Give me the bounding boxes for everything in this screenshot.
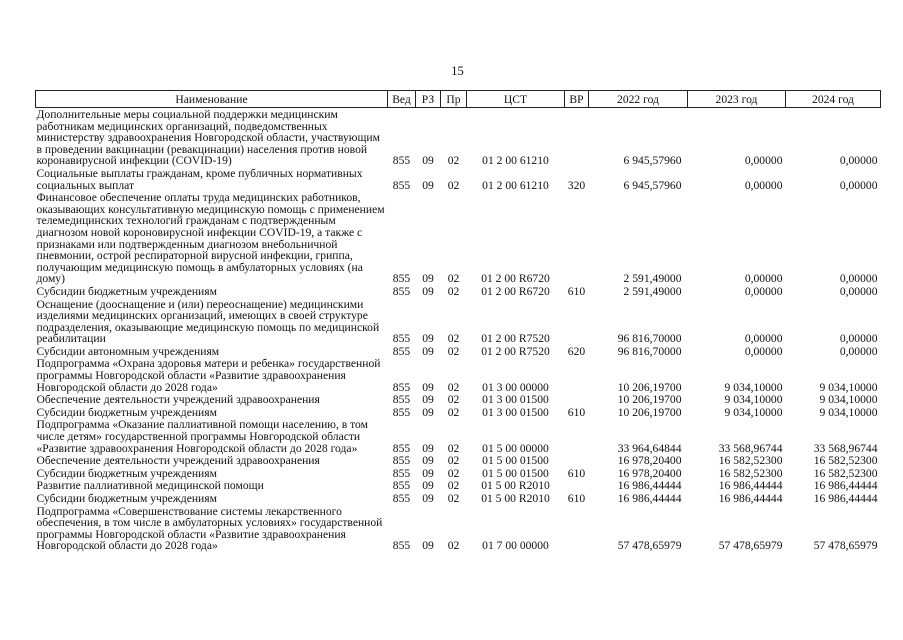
table-cell-rz: 09 [422,539,434,553]
table-cell-2023: 0,00000 [744,284,783,298]
table-cell-pr: 02 [447,441,460,455]
table-cell-cst: 01 2 00 61210 [482,178,549,192]
table-cell-cst: 01 5 00 R2010 [481,479,550,493]
table-row [36,454,881,467]
table-cell-vr [565,357,589,393]
table-row [36,492,881,505]
table-cell-rz: 09 [422,284,434,298]
table-cell-pr: 02 [447,272,460,286]
table-cell-rz: 09 [422,272,434,286]
table-cell-2023: 9 034,10000 [724,393,783,407]
table-cell-name: Подпрограмма «Оказание паллиативной помощи населению, в том числе детям» государственной программы Новгородской области «Развитие здравоохранения Новгородской области до 2028 года» [36,418,368,455]
table-cell-ved: 855 [392,441,411,455]
table-cell-name: Развитие паллиативной медицинской помощи [36,479,264,493]
table-cell-vr [565,479,589,492]
table-cell-name: Обеспечение деятельности учреждений здравоохранения [36,393,320,407]
header-pr: Пр [441,91,467,108]
header-2023: 2023 год [688,91,786,108]
table-cell-cst: 01 3 00 00000 [482,380,549,394]
table-cell-2024: 16 582,52300 [813,466,878,480]
table-cell-ved: 855 [392,393,411,407]
page-number: 15 [451,64,464,78]
table-cell-ved: 855 [392,380,411,394]
header-2022: 2022 год [589,91,688,108]
table-cell-pr: 02 [447,492,460,505]
table-cell-name: Подпрограмма «Совершенствование системы лекарственного обеспечения, в том числе в амбулаторных условиях» государственной программы Новгородской области «Развитие здравоохранения Новгородской области до 2028 года» [36,504,383,553]
table-cell-cst: 01 3 00 01500 [482,393,549,407]
table-cell-cst: 01 5 00 R2010 [481,492,550,505]
table-cell-rz: 09 [422,178,434,192]
table-cell-2022: 96 816,70000 [617,344,682,358]
table-cell-vr: 320 [567,178,586,192]
table-cell-ved: 855 [392,344,411,358]
table-cell-2022: 10 206,19700 [617,393,682,407]
table-cell-2022: 2 591,49000 [623,284,682,298]
table-row [36,479,881,492]
table-cell-2022: 33 964,64844 [617,441,682,455]
table-cell-rz: 09 [422,332,434,346]
table-cell-2024: 0,00000 [839,154,878,168]
table-cell-pr: 02 [447,479,460,493]
header-2024: 2024 год [786,91,881,108]
table-cell-2022: 6 945,57960 [623,178,682,192]
table-cell-2022: 16 978,20400 [617,454,682,468]
table-cell-name: Субсидии бюджетным учреждениям [36,405,217,419]
table-cell-2024: 0,00000 [839,284,878,298]
table-cell-2023: 33 568,96744 [718,441,783,455]
table-cell-2023: 16 582,52300 [718,466,783,480]
table-cell-cst: 01 2 00 R6720 [481,284,550,298]
header-vr: ВР [565,91,589,108]
table-cell-vr: 610 [567,466,586,480]
table-cell-vr: 610 [567,405,586,419]
table-cell-2023: 16 986,44444 [718,479,783,493]
table-cell-vr: 610 [567,492,586,505]
table-cell-pr: 02 [447,466,460,480]
header-ved: Вед [388,91,416,108]
table-cell-2022: 16 986,44444 [617,492,682,505]
table-cell-2023: 0,00000 [744,272,783,286]
table-cell-ved: 855 [392,178,411,192]
table-row [36,467,881,480]
table-cell-ved: 855 [392,284,411,298]
table-header-row [36,91,881,108]
table-body [36,108,881,552]
table-row [36,345,881,358]
table-cell-rz: 09 [422,441,434,455]
table-cell-name: Финансовое обеспечение оплаты труда медицинских работников, оказывающих консультативную медицинскую помощь с применением телемедицинских технологий гражданам с подтвержденным диагнозом новой короновирусной инфекции COVID-19, а также с признаками или подтвержденным диагнозом внебольничной пневмонии, острой респираторной вирусной инфекции, гриппа, получающим медицинскую помощь в амбулаторных условиях (на дому) [36,191,385,286]
table-row [36,167,881,191]
table-cell-name: Субсидии бюджетным учреждениям [36,492,217,505]
table-cell-2022: 57 478,65979 [617,539,682,553]
table-cell-name: Дополнительные меры социальной поддержки медицинским работникам медицинских организаций, подведомственных министерству здравоохранения Новгородской области, участвующим в проведении вакцинации (ревакцинации) населения против новой коронавирусной инфекции (COVID-19) [36,108,380,168]
budget-table [35,90,881,552]
table-cell-2024: 0,00000 [839,178,878,192]
table-cell-2022: 16 986,44444 [617,479,682,493]
table-cell-vr [565,191,589,285]
table-cell-2024: 33 568,96744 [813,441,878,455]
table-cell-2023: 0,00000 [744,154,783,168]
table-cell-pr: 02 [447,380,460,394]
table-cell-2024: 9 034,10000 [819,393,878,407]
table-cell-ved: 855 [392,405,411,419]
table-cell-cst: 01 7 00 00000 [482,539,549,553]
table-cell-2024: 0,00000 [839,332,878,346]
table-cell-ved: 855 [392,154,411,168]
table-cell-vr [565,505,589,552]
table-cell-vr [565,393,589,406]
table-cell-2023: 16 582,52300 [718,454,783,468]
table-row [36,357,881,393]
table-cell-pr: 02 [447,393,460,407]
table-cell-vr [565,108,589,167]
table-cell-2022: 10 206,19700 [617,405,682,419]
table-cell-cst: 01 2 00 R6720 [481,272,550,286]
table-row [36,298,881,345]
table-row [36,406,881,419]
table-cell-vr: 610 [567,284,586,298]
table-cell-name: Оснащение (дооснащение и (или) переоснащение) медицинскими изделиями медицинских организаций, имеющих в своей структуре подразделения, оказывающие медицинскую помощь по медицинской реабилитации [36,297,380,346]
table-cell-2024: 16 986,44444 [813,479,878,493]
header-cst: ЦСТ [467,91,565,108]
table-cell-2023: 0,00000 [744,178,783,192]
table-cell-pr: 02 [447,154,460,168]
table-cell-name: Подпрограмма «Охрана здоровья матери и ребенка» государственной программы Новгородской области «Развитие здравоохранения Новгородской области до 2028 года» [36,357,381,394]
table-cell-cst: 01 3 00 01500 [482,405,549,419]
table-cell-cst: 01 2 00 R7520 [481,344,550,358]
table-cell-ved: 855 [392,272,411,286]
table-cell-2024: 9 034,10000 [819,405,878,419]
table-cell-vr: 620 [567,344,586,358]
table-cell-pr: 02 [447,178,460,192]
table-cell-rz: 09 [422,154,434,168]
table-cell-pr: 02 [447,405,460,419]
table-cell-2023: 0,00000 [744,344,783,358]
table-cell-2023: 9 034,10000 [724,380,783,394]
table-cell-vr [565,454,589,467]
table-cell-cst: 01 5 00 00000 [482,441,549,455]
table-cell-pr: 02 [447,454,460,468]
table-cell-rz: 09 [422,393,434,407]
table-cell-ved: 855 [392,492,411,505]
header-rz: РЗ [416,91,441,108]
table-cell-2022: 10 206,19700 [617,380,682,394]
table-row [36,285,881,298]
table-cell-2024: 0,00000 [839,344,878,358]
table-cell-name: Обеспечение деятельности учреждений здравоохранения [36,454,320,468]
table-cell-2024: 16 986,44444 [813,492,878,505]
table-cell-cst: 01 2 00 61210 [482,154,549,168]
table-cell-2024: 0,00000 [839,272,878,286]
table-row [36,108,881,167]
table-cell-2023: 57 478,65979 [718,539,783,553]
table-cell-2024: 57 478,65979 [813,539,878,553]
table-cell-2023: 16 986,44444 [718,492,783,505]
table-cell-rz: 09 [422,454,434,468]
table-cell-name: Субсидии автономным учреждениям [36,344,220,358]
table-row [36,191,881,285]
table-cell-rz: 09 [422,479,434,493]
table-cell-vr [565,298,589,345]
table-cell-2024: 9 034,10000 [819,380,878,394]
table-cell-rz: 09 [422,492,434,505]
table-cell-2024: 16 582,52300 [813,454,878,468]
table-cell-2022: 16 978,20400 [617,466,682,480]
table-cell-rz: 09 [422,380,434,394]
table-cell-pr: 02 [447,539,460,553]
table-cell-cst: 01 5 00 01500 [482,454,549,468]
table-cell-rz: 09 [422,344,434,358]
table-cell-vr [565,418,589,454]
table-cell-name: Социальные выплаты гражданам, кроме публичных нормативных социальных выплат [36,166,363,192]
table-cell-rz: 09 [422,466,434,480]
table-cell-rz: 09 [422,405,434,419]
header-name: Наименование [36,91,388,108]
table-cell-pr: 02 [447,332,460,346]
table-row [36,505,881,552]
table-cell-cst: 01 2 00 R7520 [481,332,550,346]
table-cell-name: Субсидии бюджетным учреждениям [36,466,217,480]
table-cell-cst: 01 5 00 01500 [482,466,549,480]
table-cell-ved: 855 [392,479,411,493]
table-cell-2022: 96 816,70000 [617,332,682,346]
table-cell-pr: 02 [447,284,460,298]
table-cell-pr: 02 [447,344,460,358]
table-cell-ved: 855 [392,454,411,468]
table-cell-ved: 855 [392,539,411,553]
table-cell-ved: 855 [392,332,411,346]
table-cell-2022: 6 945,57960 [623,154,682,168]
table-cell-ved: 855 [392,466,411,480]
table-cell-2023: 0,00000 [744,332,783,346]
table-row [36,418,881,454]
table-cell-2023: 9 034,10000 [724,405,783,419]
table-cell-name: Субсидии бюджетным учреждениям [36,284,217,298]
table-row [36,393,881,406]
table-cell-2022: 2 591,49000 [623,272,682,286]
